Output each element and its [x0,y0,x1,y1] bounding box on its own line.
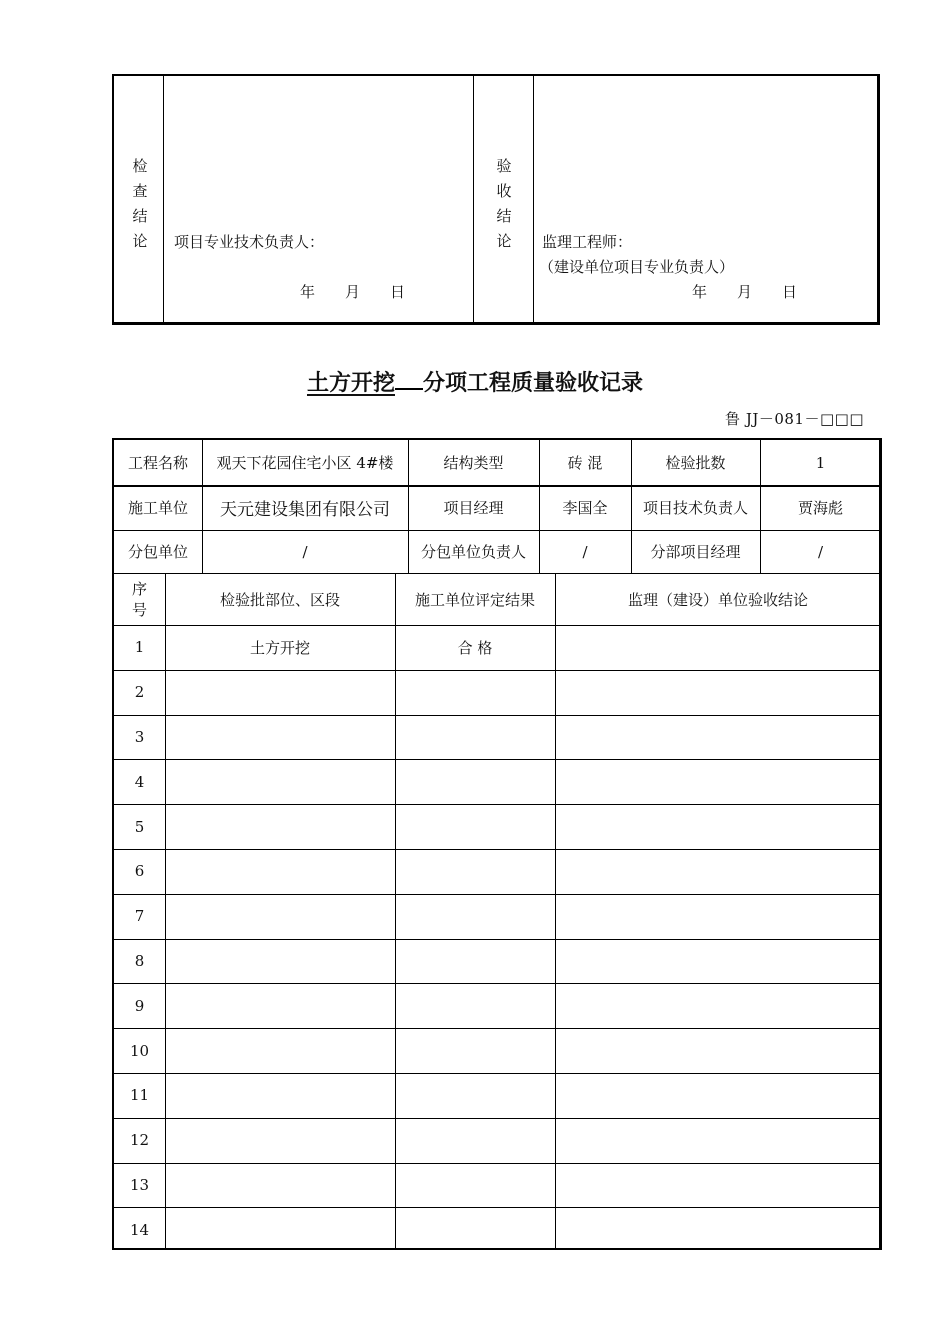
project-manager-value: 李国全 [562,499,608,517]
divider [163,76,164,322]
row-contractor-result [395,849,555,894]
row-contractor-result [395,1073,555,1118]
row-supervisor-conclusion [555,715,881,760]
row-supervisor-conclusion [555,1207,881,1252]
row-contractor-result [395,1163,555,1208]
subcontractor-lead-value: / [582,542,588,561]
row-seq: 3 [134,727,145,746]
row-contractor-result [395,1207,555,1252]
row-location [165,804,395,849]
header-location: 检验批部位、区段 [219,591,340,609]
row-seq: 10 [129,1041,150,1060]
subcontractor-value: / [302,542,308,561]
subcontractor-label: 分包单位 [127,543,188,561]
header-seq [114,574,165,625]
row-location [165,894,395,939]
project-manager-label: 项目经理 [443,499,504,517]
row-seq: 14 [129,1220,150,1239]
accept-signer-note: （建设单位项目专业负责人） [539,258,735,276]
row-supervisor-conclusion [555,1073,881,1118]
structure-type-value: 砖 混 [567,454,603,472]
check-date: 年 月 日 [300,283,406,301]
row-contractor-result [395,983,555,1028]
row-seq: 9 [134,996,145,1015]
row-location [165,1073,395,1118]
verification-box [112,74,880,325]
row-contractor-result [395,1028,555,1073]
tech-lead-label: 项目技术负责人 [642,499,748,517]
row-contractor-result [395,715,555,760]
header-seq-text: 序号 [131,579,147,619]
row-supervisor-conclusion [555,759,881,804]
row-seq: 12 [129,1131,150,1150]
row-location [165,715,395,760]
row-contractor-result [395,894,555,939]
row-location [165,939,395,984]
row-location [165,1207,395,1252]
row-contractor-result [395,804,555,849]
row-supervisor-conclusion [555,804,881,849]
row-contractor-result: 合 格 [457,638,493,657]
header-contractor-result: 施工单位评定结果 [414,591,535,609]
title-blank [395,370,423,390]
row-supervisor-conclusion [555,1163,881,1208]
title-item: 土方开挖 [306,371,395,396]
check-signer-label: 项目专业技术负责人： [174,233,325,251]
row-seq: 8 [134,951,145,970]
row-location [165,983,395,1028]
row-supervisor-conclusion [555,670,881,715]
row-supervisor-conclusion [555,1118,881,1163]
divider [533,76,534,322]
row-contractor-result [395,670,555,715]
divider [473,76,474,322]
check-conclusion-label: 检 查 结 论 [132,157,148,250]
page-title [0,366,950,397]
structure-type-label: 结构类型 [443,454,504,472]
row-seq: 4 [134,772,145,791]
header-supervisor-conclusion: 监理（建设）单位验收结论 [627,591,808,609]
acceptance-table [112,438,882,1250]
accept-signer-label: 监理工程师： [542,233,633,251]
row-location [165,670,395,715]
project-name-label: 工程名称 [127,454,188,472]
accept-conclusion-label: 验 收 结 论 [496,157,512,250]
row-seq: 11 [129,1086,150,1105]
division-manager-label: 分部项目经理 [650,543,741,561]
division-manager-value: / [817,542,824,561]
row-supervisor-conclusion [555,1028,881,1073]
row-contractor-result [395,759,555,804]
row-seq: 13 [129,1175,150,1194]
row-location [165,849,395,894]
row-location [165,1028,395,1073]
row-seq: 5 [134,817,145,836]
row-seq: 6 [134,862,145,881]
contractor-label: 施工单位 [127,499,188,517]
row-contractor-result [395,939,555,984]
row-supervisor-conclusion [555,983,881,1028]
project-name-value: 观天下花园住宅小区 4#楼 [216,454,394,472]
title-suffix: 分项工程质量验收记录 [423,371,644,396]
row-seq: 2 [134,683,145,702]
tech-lead-value: 贾海彪 [797,499,843,517]
subcontractor-lead-label: 分包单位负责人 [420,543,526,561]
row-location: 土方开挖 [249,638,310,657]
row-seq: 1 [134,638,145,657]
batch-count-value: 1 [815,453,826,472]
row-supervisor-conclusion [555,939,881,984]
row-contractor-result [395,1118,555,1163]
contractor-value: 天元建设集团有限公司 [220,500,390,520]
row-supervisor-conclusion [555,849,881,894]
form-code: 鲁 JJ－081－□□□ [725,410,864,428]
row-location [165,1118,395,1163]
accept-date: 年 月 日 [692,283,798,301]
row-supervisor-conclusion [555,894,881,939]
row-seq: 7 [134,907,145,926]
row-location [165,759,395,804]
row-location [165,1163,395,1208]
batch-count-label: 检验批数 [665,454,726,472]
row-supervisor-conclusion [555,625,881,670]
